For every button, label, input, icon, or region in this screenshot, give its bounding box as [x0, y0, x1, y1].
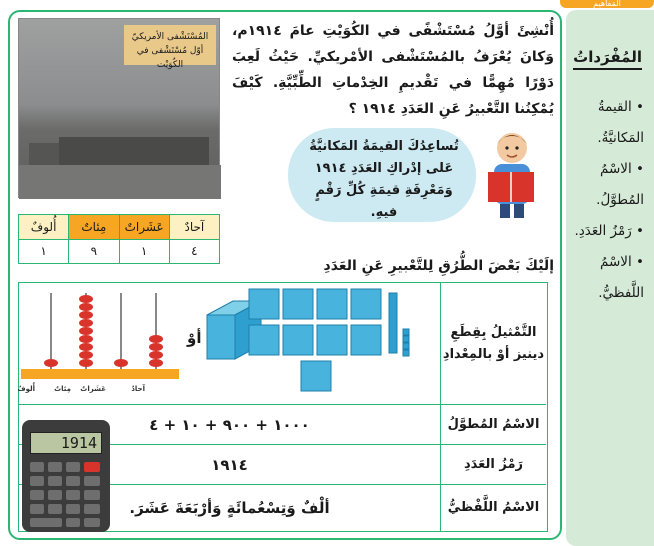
abacus-beads-ones: [149, 335, 163, 367]
row-label-words: الاسْمُ اللَّفْظيُّ: [440, 485, 546, 531]
vocab-item: • الاسْمُ اللَّفظيُّ.: [570, 247, 644, 309]
pv-header-hundreds: مِئاتٌ: [69, 215, 119, 240]
abacus-label-ones: آحادٌ: [131, 385, 145, 393]
row-value-symbol: ١٩١٤: [211, 455, 248, 474]
abacus-beads-thousands: [44, 359, 58, 367]
vocabulary-list: [570, 92, 644, 309]
pv-value-hundreds: ٩: [69, 239, 119, 264]
hint-cloud-text: تُساعِدُكَ القيمَةُ المَكانيَّةُ عَلى إدْراكِ العَدَدِ ١٩١٤ وَمَعْرِفَةِ قيمَةِ كُلِّ رَقْمٍ فيهِ.: [309, 139, 459, 220]
photo-caption-line1: المُسْتَشْفى الأمريكيّ: [131, 32, 209, 42]
row-value-model: [19, 283, 440, 404]
row-value-expanded: ١٠٠٠ + ٩٠٠ + ١٠ + ٤: [149, 415, 310, 434]
hundred-flats: [249, 289, 381, 391]
calculator-illustration: [22, 420, 110, 532]
row-label-expanded: الاسْمُ المُطوَّلُ: [440, 405, 546, 444]
photo-shore: [19, 165, 221, 199]
abacus-label-thousands: أُلوفٌ: [17, 385, 35, 393]
or-word: أوْ: [187, 329, 202, 347]
boy-reading-illustration: [482, 128, 540, 218]
row-model: [19, 283, 546, 405]
abacus-beads-tens: [114, 359, 128, 367]
row-value-words: ألْفٌ وَتِسْعُمائَةٍ وَأرْبَعَةَ عَشَرَ.: [129, 499, 330, 517]
hospital-photo: [18, 18, 220, 198]
vocabulary-sidebar: [566, 10, 654, 546]
vocab-item: • رَمْزُ العَدَدِ.: [570, 216, 644, 247]
ways-heading: إلَيْكَ بَعْضَ الطُّرُقِ لِلتَّعْبيرِ عَنِ العَدَدِ: [323, 258, 554, 274]
pv-header-ones: آحادٌ: [169, 215, 219, 240]
pv-value-ones: ٤: [169, 239, 219, 264]
vocab-item: • القيمةُ المَكانيَّةُ.: [570, 92, 644, 154]
pv-header-tens: عَشَراتٌ: [119, 215, 169, 240]
vocab-item: • الاسْمُ المُطوَّلُ.: [570, 154, 644, 216]
ten-rod: [389, 293, 397, 353]
header-tab: المَفاهيم: [560, 0, 654, 8]
abacus: [17, 287, 179, 397]
top-strip: [0, 0, 654, 6]
photo-caption-line2: أوّل مُسْتَشْفى في الكُوَيْت: [136, 46, 204, 70]
pv-header-thousands: أُلوفٌ: [19, 215, 69, 240]
pv-value-tens: ١: [119, 239, 169, 264]
base-ten-blocks: [205, 285, 427, 403]
abacus-beads-hundreds: [79, 295, 93, 367]
abacus-label-tens: عَشَراتٌ: [80, 385, 106, 393]
pv-value-thousands: ١: [19, 239, 69, 264]
calculator-display: 1914: [30, 432, 102, 454]
row-label-symbol: رَمْزُ العَدَدِ: [440, 445, 546, 484]
row-label-model: التَّمْثيلُ بِقِطَعِ دينيز أوْ بالمِعْدادِ: [440, 283, 546, 404]
sidebar-title: المُفْرَداتُ: [573, 48, 642, 70]
abacus-label-hundreds: مِئاتٌ: [54, 385, 71, 393]
calculator-keys: [22, 460, 110, 530]
photo-building: [59, 137, 209, 167]
photo-caption: [124, 25, 216, 70]
unit-cubes: [403, 329, 409, 356]
place-value-table: [18, 214, 220, 264]
intro-paragraph: أُنْشِئَ أوَّلُ مُسْتَشْفًى في الكُوَيْتِ عامَ ١٩١٤م، وَكانَ يُعْرَفُ بالمُسْتَشْفى الأمْريكيِّ. حَيْثُ لَعِبَ دَوْرًا مُهِمًّا في تَقْديمِ الخِدْماتِ الطِّبِّيَّةِ. كَيْفَ يُمْكِنُنا التَّعْبيرُ عَنِ العَدَدِ ١٩١٤ ؟: [232, 23, 554, 117]
